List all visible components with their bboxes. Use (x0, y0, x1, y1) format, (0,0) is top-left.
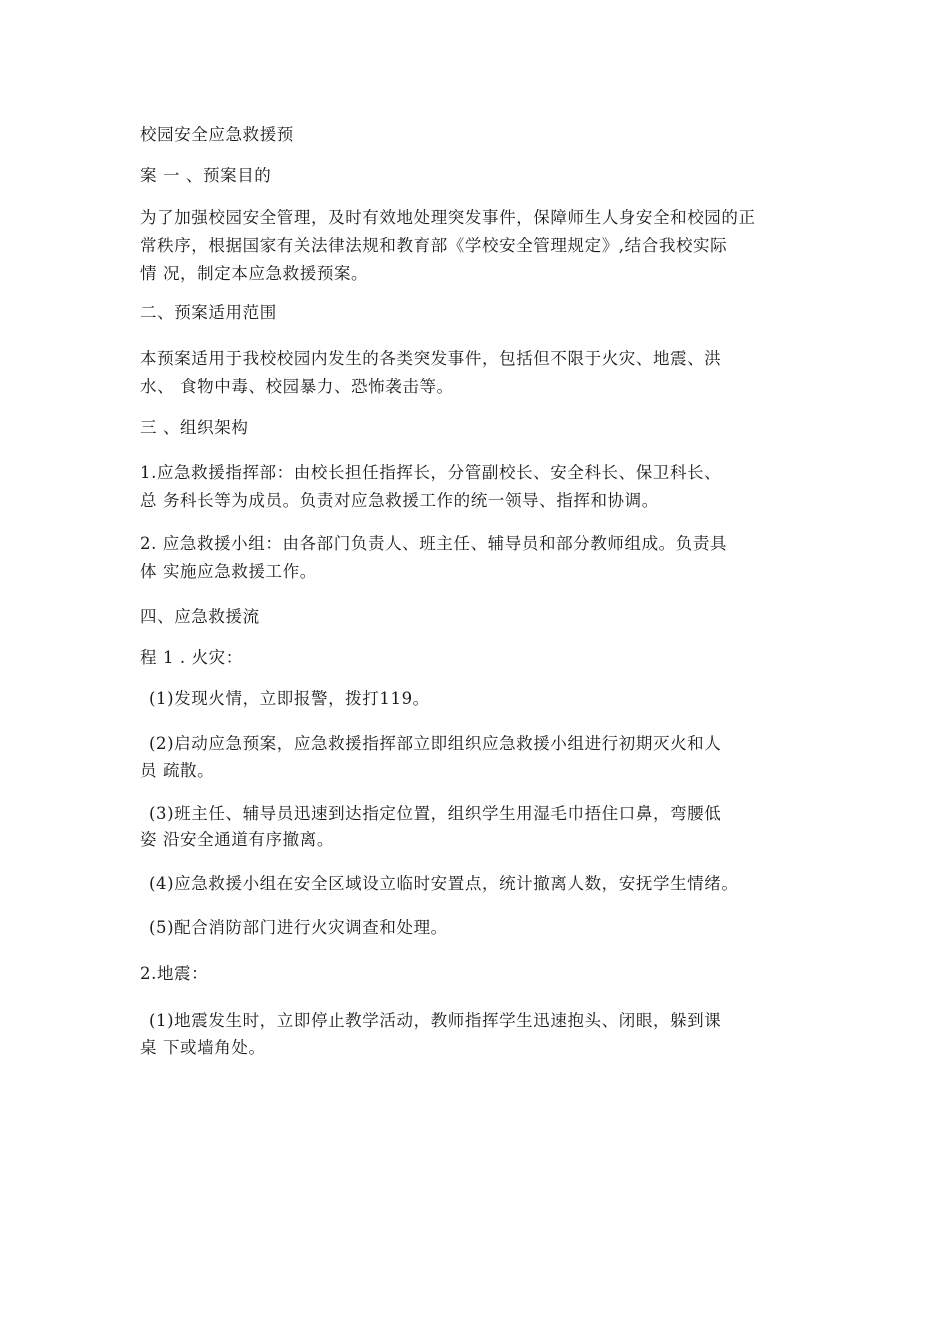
document-title-line-1: 校园安全应急救援预 (140, 125, 294, 144)
paragraph-line: 为了加强校园安全管理，及时有效地处理突发事件，保障师生人身安全和校园的正 (140, 208, 756, 227)
section-heading: 四、应急救援流 (140, 607, 260, 626)
section-heading: 二、预案适用范围 (140, 303, 277, 322)
list-item: (2)启动应急预案，应急救援指挥部立即组织应急救援小组进行初期灭火和人 (149, 734, 722, 753)
paragraph-line: 情 况，制定本应急救援预案。 (140, 264, 369, 283)
document-title-line-2: 案 一 、预案目的 (140, 166, 272, 185)
section-heading: 三 、组织架构 (140, 418, 249, 437)
subsection-heading: 2.地震： (140, 964, 209, 983)
subsection-heading: 程 1 . 火灾： (140, 648, 243, 667)
paragraph-line: 水、 食物中毒、校园暴力、恐怖袭击等。 (140, 377, 454, 396)
list-item-continuation: 桌 下或墙角处。 (140, 1038, 266, 1057)
list-item: (1)地震发生时，立即停止教学活动，教师指挥学生迅速抱头、闭眼，躲到课 (149, 1011, 722, 1030)
paragraph-line: 1.应急救援指挥部：由校长担任指挥长，分管副校长、安全科长、保卫科长、 (140, 463, 722, 482)
list-item: (1)发现火情，立即报警，拨打119。 (149, 689, 430, 708)
paragraph-line: 总 务科长等为成员。负责对应急救援工作的统一领导、指挥和协调。 (140, 491, 659, 510)
list-item-continuation: 员 疏散。 (140, 761, 215, 780)
paragraph-line: 体 实施应急救援工作。 (140, 562, 317, 581)
list-item: (4)应急救援小组在安全区域设立临时安置点，统计撤离人数，安抚学生情绪。 (149, 874, 739, 893)
list-item-continuation: 姿 沿安全通道有序撤离。 (140, 830, 334, 849)
list-item: (3)班主任、辅导员迅速到达指定位置，组织学生用湿毛巾捂住口鼻，弯腰低 (149, 804, 722, 823)
paragraph-line: 常秩序，根据国家有关法律法规和教育部《学校安全管理规定》,结合我校实际 (140, 236, 728, 255)
paragraph-line: 2. 应急救援小组：由各部门负责人、班主任、辅导员和部分教师组成。负责具 (140, 534, 728, 553)
list-item: (5)配合消防部门进行火灾调查和处理。 (149, 918, 448, 937)
paragraph-line: 本预案适用于我校校园内发生的各类突发事件，包括但不限于火灾、地震、洪 (140, 349, 722, 368)
